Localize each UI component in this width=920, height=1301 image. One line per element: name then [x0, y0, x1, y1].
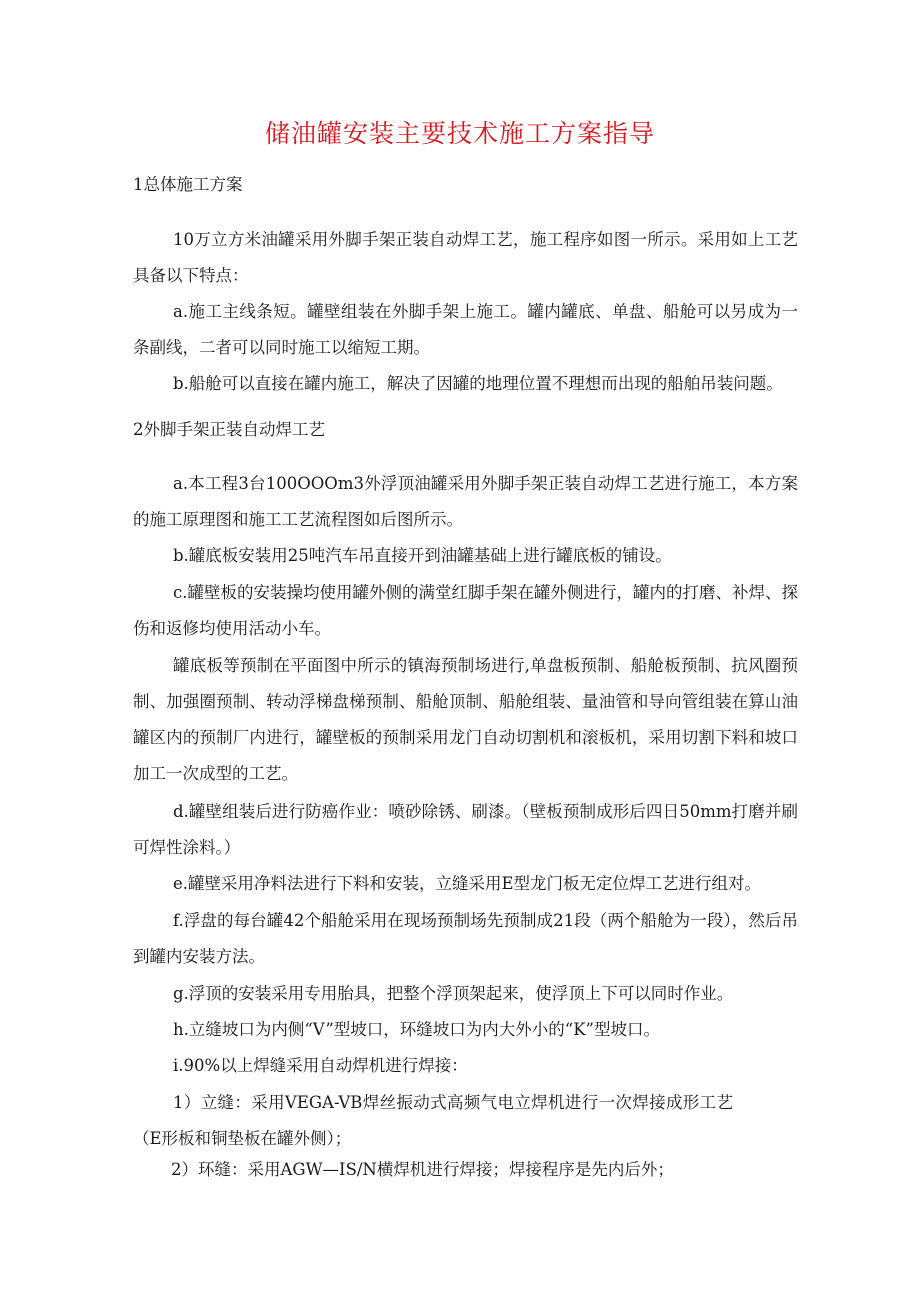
section-2-paragraph-f: f.浮盘的每台罐42个船舱采用在现场预制场先预制成21段（两个船舱为一段），然后吊到罐内安装方法。 — [133, 911, 798, 966]
section-1-paragraph-3: b.船舱可以直接在罐内施工，解决了因罐的地理位置不理想而出现的船舶吊装问题。 — [173, 374, 783, 393]
section-2-heading: 2外脚手架正装自动焊工艺 — [133, 420, 325, 439]
document-title: 储油罐安装主要技术施工方案指导 — [264, 119, 655, 148]
section-2-paragraph-h: h.立缝坡口为内侧“V”型坡口，环缝坡口为内大外小的“K”型坡口。 — [173, 1020, 660, 1039]
section-2-paragraph-a: a.本工程3台100OOOm3外浮顶油罐采用外脚手架正装自动焊工艺进行施工，本方案的施工原理图和施工工艺流程图如后图所示。 — [133, 474, 798, 529]
section-1-paragraph-2: a.施工主线条短。罐壁组装在外脚手架上施工。罐内罐底、单盘、船舱可以另成为一条副线，二者可以同时施工以缩短工期。 — [133, 302, 798, 357]
section-2-item-vertical-seam: 1）立缝：采用VEGA-VB焊丝振动式高频气电立焊机进行一次焊接成形工艺（E形板和铜垫板在罐外侧）； — [133, 1093, 733, 1148]
section-2-paragraph-prefab: 罐底板等预制在平面图中所示的镇海预制场进行,单盘板预制、船舱板预制、抗风圈预制、加强圈预制、转动浮梯盘梯预制、船舱顶制、船舱组装、量油管和导向管组装在算山油罐区内的预制厂内进行，罐壁板的预制采用龙门自动切割机和滚板机，采用切割下料和坡口加工一次成型的工艺。 — [133, 656, 798, 783]
section-2-paragraph-d: d.罐壁组装后进行防癌作业：喷砂除锈、刷漆。（壁板预制成形后四日50mm打磨并刷可焊性涂料。） — [133, 802, 798, 857]
section-2-paragraph-g: g.浮顶的安装采用专用胎具，把整个浮顶架起来，使浮顶上下可以同时作业。 — [173, 984, 734, 1003]
section-2-paragraph-c: c.罐壁板的安装操均使用罐外侧的满堂红脚手架在罐外侧进行，罐内的打磨、补焊、探伤和返修均使用活动小车。 — [133, 583, 798, 638]
section-2-paragraph-e: e.罐壁采用净料法进行下料和安装，立缝采用E型龙门板无定位焊工艺进行组对。 — [173, 874, 762, 893]
section-1-heading: 1总体施工方案 — [133, 175, 243, 194]
section-2-paragraph-i: i.90%以上焊缝采用自动焊机进行焊接： — [173, 1056, 468, 1075]
section-2-item-circular-seam: 2）环缝：采用AGW—IS/N横焊机进行焊接；焊接程序是先内后外； — [171, 1160, 674, 1179]
section-2-paragraph-b: b.罐底板安装用25吨汽车吊直接开到油罐基础上进行罐底板的铺设。 — [173, 546, 672, 565]
section-1-paragraph-1: 10万立方米油罐采用外脚手架正装自动焊工艺，施工程序如图一所示。采用如上工艺具备以下特点： — [133, 230, 798, 285]
